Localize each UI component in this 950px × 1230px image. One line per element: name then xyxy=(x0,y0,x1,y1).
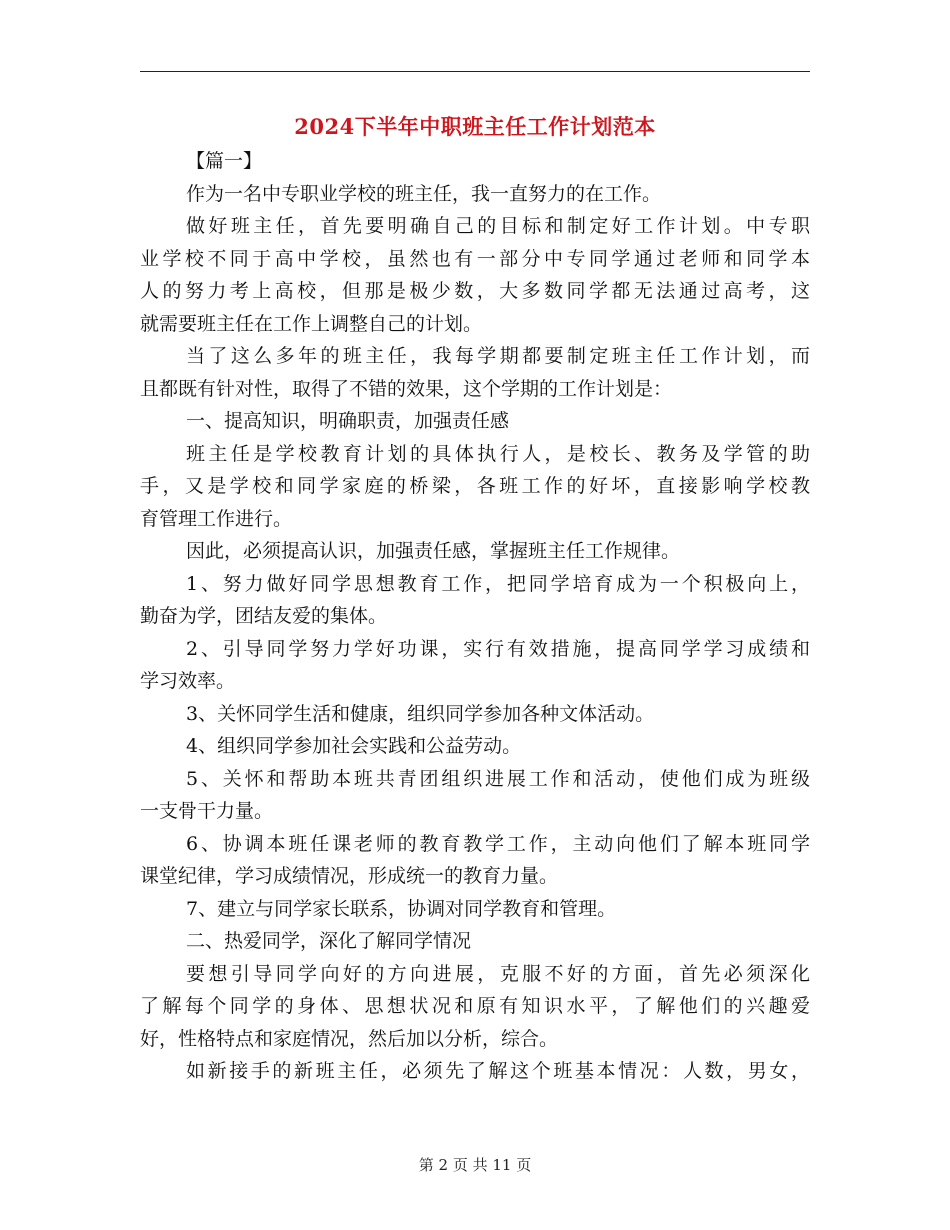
header-rule xyxy=(140,71,810,72)
paragraph-line: 班主任是学校教育计划的具体执行人，是校长、教务及学管的助 xyxy=(186,442,810,465)
list-item-1: 1、努力做好同学思想教育工作，把同学培育成为一个积极向上， xyxy=(186,572,810,595)
paragraph-line: 要想引导同学向好的方向进展，克服不好的方面，首先必须深化 xyxy=(186,962,810,985)
list-item-2: 2、引导同学努力学好功课，实行有效措施，提高同学学习成绩和 xyxy=(186,637,810,660)
page-number-footer: 第 2 页 共 11 页 xyxy=(418,1156,532,1174)
paragraph-line: 育管理工作进行。 xyxy=(140,507,293,530)
paragraph-line: 且都既有针对性，取得了不错的效果，这个学期的工作计划是： xyxy=(140,377,673,400)
paragraph-line: 做好班主任，首先要明确自己的目标和制定好工作计划。中专职 xyxy=(186,215,810,237)
list-item-1-continued: 勤奋为学，团结友爱的集体。 xyxy=(140,605,388,627)
list-item-6-continued: 课堂纪律，学习成绩情况，形成统一的教育力量。 xyxy=(140,865,559,887)
list-item-4: 4、组织同学参加社会实践和公益劳动。 xyxy=(186,735,522,757)
paragraph-line: 业学校不同于高中学校，虽然也有一部分中专同学通过老师和同学本 xyxy=(140,247,810,270)
section-heading-part-one: 【篇一】 xyxy=(186,150,263,172)
paragraph-line: 好，性格特点和家庭情况，然后加以分析，综合。 xyxy=(140,1027,559,1050)
list-item-6: 6、协调本班任课老师的教育教学工作，主动向他们了解本班同学 xyxy=(186,832,810,855)
document-title: 2024下半年中职班主任工作计划范本 xyxy=(294,114,656,139)
section-heading-two: 二、热爱同学，深化了解同学情况 xyxy=(186,930,472,952)
list-item-7: 7、建立与同学家长联系，协调对同学教育和管理。 xyxy=(186,897,617,920)
paragraph-line: 当了这么多年的班主任，我每学期都要制定班主任工作计划，而 xyxy=(186,345,810,367)
section-heading-one: 一、提高知识，明确职责，加强责任感 xyxy=(186,410,510,432)
paragraph-line: 手，又是学校和同学家庭的桥梁，各班工作的好坏，直接影响学校教 xyxy=(140,475,810,497)
document-body xyxy=(140,145,810,1088)
paragraph-line: 因此，必须提高认识，加强责任感，掌握班主任工作规律。 xyxy=(186,540,681,562)
paragraph-line: 如新接手的新班主任，必须先了解这个班基本情况：人数，男女， xyxy=(186,1060,810,1082)
list-item-3: 3、关怀同学生活和健康，组织同学参加各种文体活动。 xyxy=(186,702,655,725)
list-item-5-continued: 一支骨干力量。 xyxy=(140,800,274,822)
paragraph-line: 就需要班主任在工作上调整自己的计划。 xyxy=(140,312,483,335)
list-item-2-continued: 学习效率。 xyxy=(140,670,236,692)
paragraph-line: 作为一名中专职业学校的班主任，我一直努力的在工作。 xyxy=(186,182,662,205)
paragraph-line: 人的努力考上高校，但那是极少数，大多数同学都无法通过高考，这 xyxy=(140,280,810,302)
list-item-5: 5、关怀和帮助本班共青团组织进展工作和活动，使他们成为班级 xyxy=(186,767,810,790)
paragraph-line: 了解每个同学的身体、思想状况和原有知识水平，了解他们的兴趣爱 xyxy=(140,995,810,1017)
